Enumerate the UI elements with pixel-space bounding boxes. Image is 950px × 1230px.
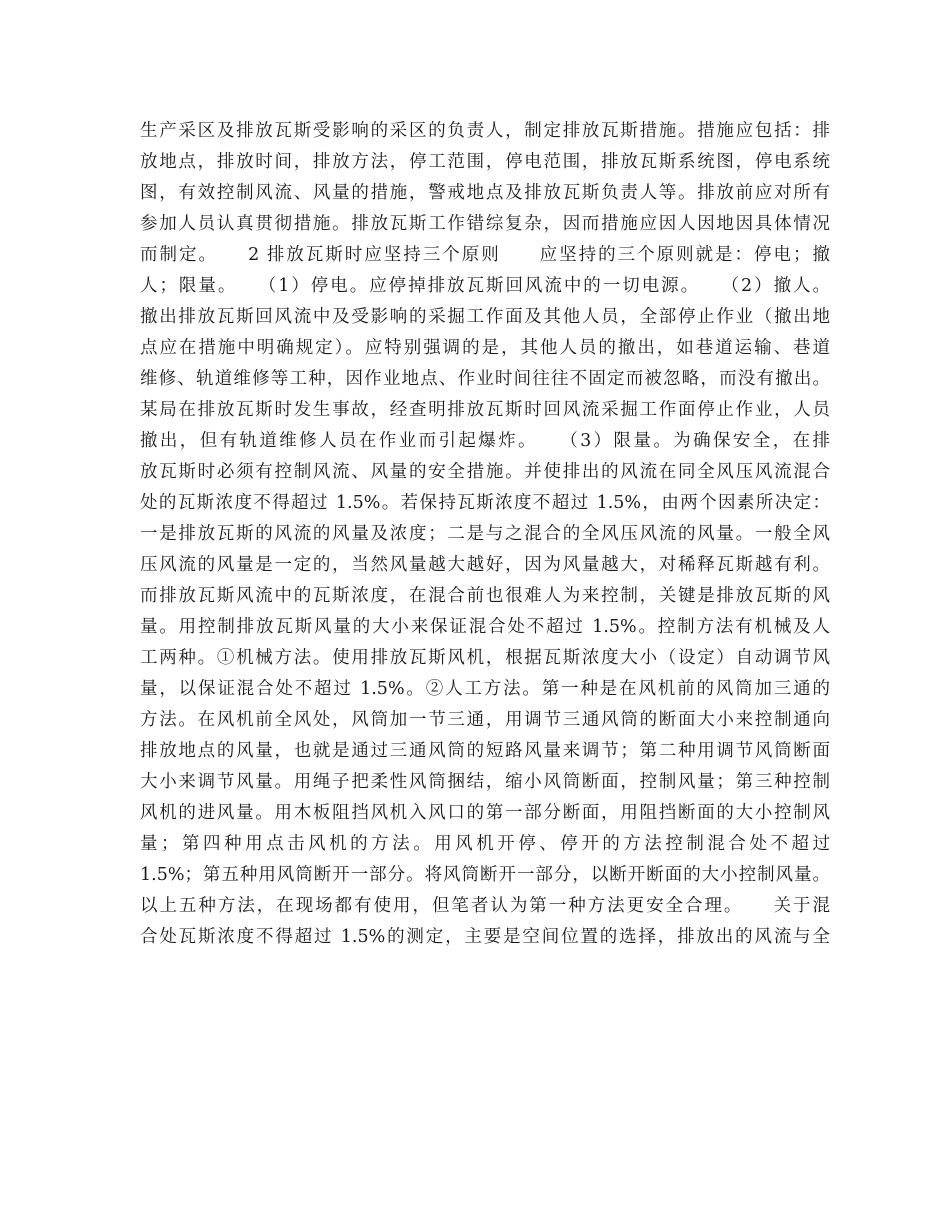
text-line: 人；限量。 （1）停电。应停掉排放瓦斯回风流中的一切电源。 （2）撤人。	[140, 276, 830, 296]
text-line: 大小来调节风量。用绳子把柔性风筒捆结，缩小风筒断面，控制风量；第三种控制	[140, 772, 830, 792]
text-line: 以上五种方法，在现场都有使用，但笔者认为第一种方法更安全合理。 关于混	[140, 896, 830, 916]
text-line: 1.5%；第五种用风筒断开一部分。将风筒断开一部分，以断开断面的大小控制风量。	[140, 865, 830, 885]
text-line: 量。用控制排放瓦斯风量的大小来保证混合处不超过 1.5%。控制方法有机械及人	[140, 617, 830, 637]
text-line: 而排放瓦斯风流中的瓦斯浓度，在混合前也很难人为来控制，关键是排放瓦斯的风	[140, 586, 830, 606]
text-line: 风机的进风量。用木板阻挡风机入风口的第一部分断面，用阻挡断面的大小控制风	[140, 803, 830, 823]
body-text	[140, 116, 830, 953]
text-line: 排放地点的风量，也就是通过三通风筒的短路风量来调节；第二种用调节风筒断面	[140, 741, 830, 761]
text-line: 图，有效控制风流、风量的措施，警戒地点及排放瓦斯负责人等。排放前应对所有	[140, 183, 830, 203]
text-line: 撤出排放瓦斯回风流中及受影响的采掘工作面及其他人员，全部停止作业（撤出地	[140, 307, 830, 327]
text-line: 一是排放瓦斯的风流的风量及浓度；二是与之混合的全风压风流的风量。一般全风	[140, 524, 830, 544]
text-line: 参加人员认真贯彻措施。排放瓦斯工作错综复杂，因而措施应因人因地因具体情况	[140, 214, 830, 234]
text-line: 生产采区及排放瓦斯受影响的采区的负责人，制定排放瓦斯措施。措施应包括：排	[140, 121, 830, 141]
text-line: 处的瓦斯浓度不得超过 1.5%。若保持瓦斯浓度不超过 1.5%，由两个因素所决定：	[140, 493, 830, 513]
text-line: 合处瓦斯浓度不得超过 1.5%的测定，主要是空间位置的选择，排放出的风流与全	[140, 927, 830, 947]
text-line: 方法。在风机前全风处，风筒加一节三通，用调节三通风筒的断面大小来控制通向	[140, 710, 830, 730]
text-line: 量，以保证混合处不超过 1.5%。②人工方法。第一种是在风机前的风筒加三通的	[140, 679, 830, 699]
text-line: 而制定。 2 排放瓦斯时应坚持三个原则 应坚持的三个原则就是：停电；撤	[140, 245, 830, 265]
text-line: 工两种。①机械方法。使用排放瓦斯风机，根据瓦斯浓度大小（设定）自动调节风	[140, 648, 830, 668]
text-line: 量；第四种用点击风机的方法。用风机开停、停开的方法控制混合处不超过	[140, 834, 830, 854]
text-line: 放地点，排放时间，排放方法，停工范围，停电范围，排放瓦斯系统图，停电系统	[140, 152, 830, 172]
text-line: 某局在排放瓦斯时发生事故，经查明排放瓦斯时回风流采掘工作面停止作业，人员	[140, 400, 830, 420]
text-line: 维修、轨道维修等工种，因作业地点、作业时间往往不固定而被忽略，而没有撤出。	[140, 369, 830, 389]
text-line: 放瓦斯时必须有控制风流、风量的安全措施。并使排出的风流在同全风压风流混合	[140, 462, 830, 482]
text-line: 压风流的风量是一定的，当然风量越大越好，因为风量越大，对稀释瓦斯越有利。	[140, 555, 830, 575]
text-line: 撤出，但有轨道维修人员在作业而引起爆炸。 （3）限量。为确保安全，在排	[140, 431, 830, 451]
text-line: 点应在措施中明确规定）。应特别强调的是，其他人员的撤出，如巷道运输、巷道	[140, 338, 830, 358]
